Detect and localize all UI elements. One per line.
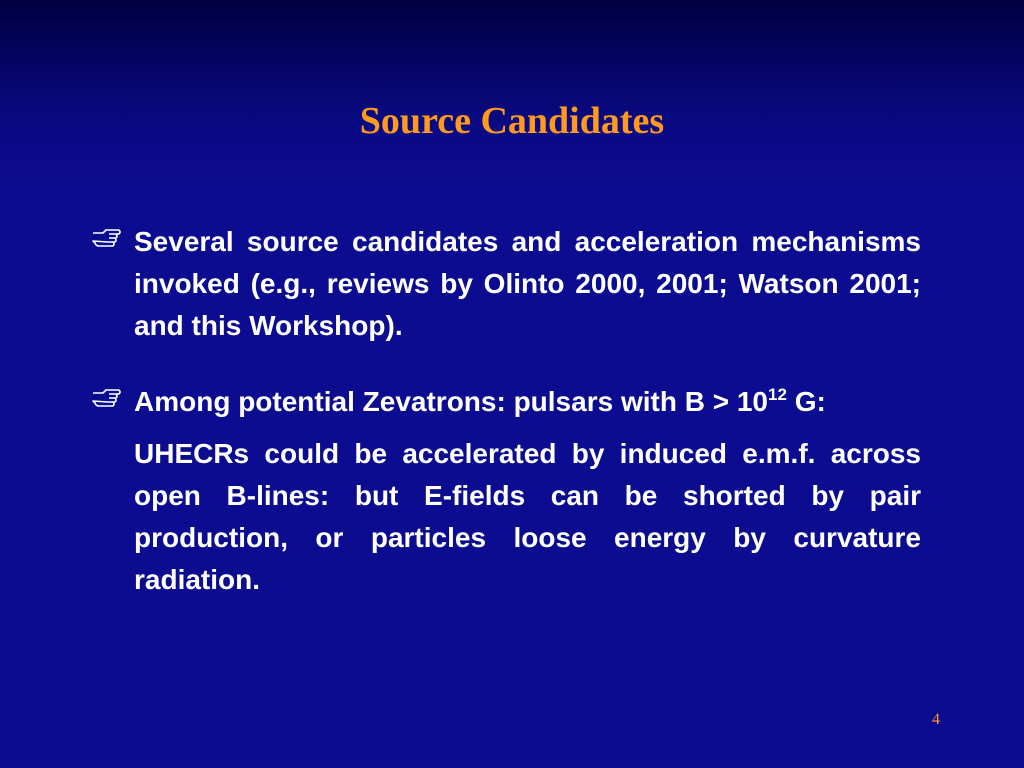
pointing-hand-icon [91, 225, 121, 247]
pointing-hand-icon [91, 385, 121, 407]
bullet-list [91, 221, 921, 601]
bullet-text: Among potential Zevatrons: pulsars with B > 10 [134, 386, 768, 417]
bullet-item [91, 381, 921, 423]
slide-title: Source Candidates [359, 100, 665, 142]
bullet-item [91, 221, 921, 347]
bullet-text: Several source candidates and acceleration mechanisms invoked (e.g., reviews by Olinto 2000, 2001; Watson 2001; and this Workshop). [134, 226, 921, 341]
sub-paragraph: UHECRs could be accelerated by induced e.m.f. across open B-lines: but E-fields can be shorted by pair production, or particles loose energy by curvature radiation. [134, 438, 921, 595]
exponent: 12 [768, 385, 787, 404]
page-number: 4 [932, 711, 940, 728]
bullet-text-end: G: [786, 386, 826, 417]
